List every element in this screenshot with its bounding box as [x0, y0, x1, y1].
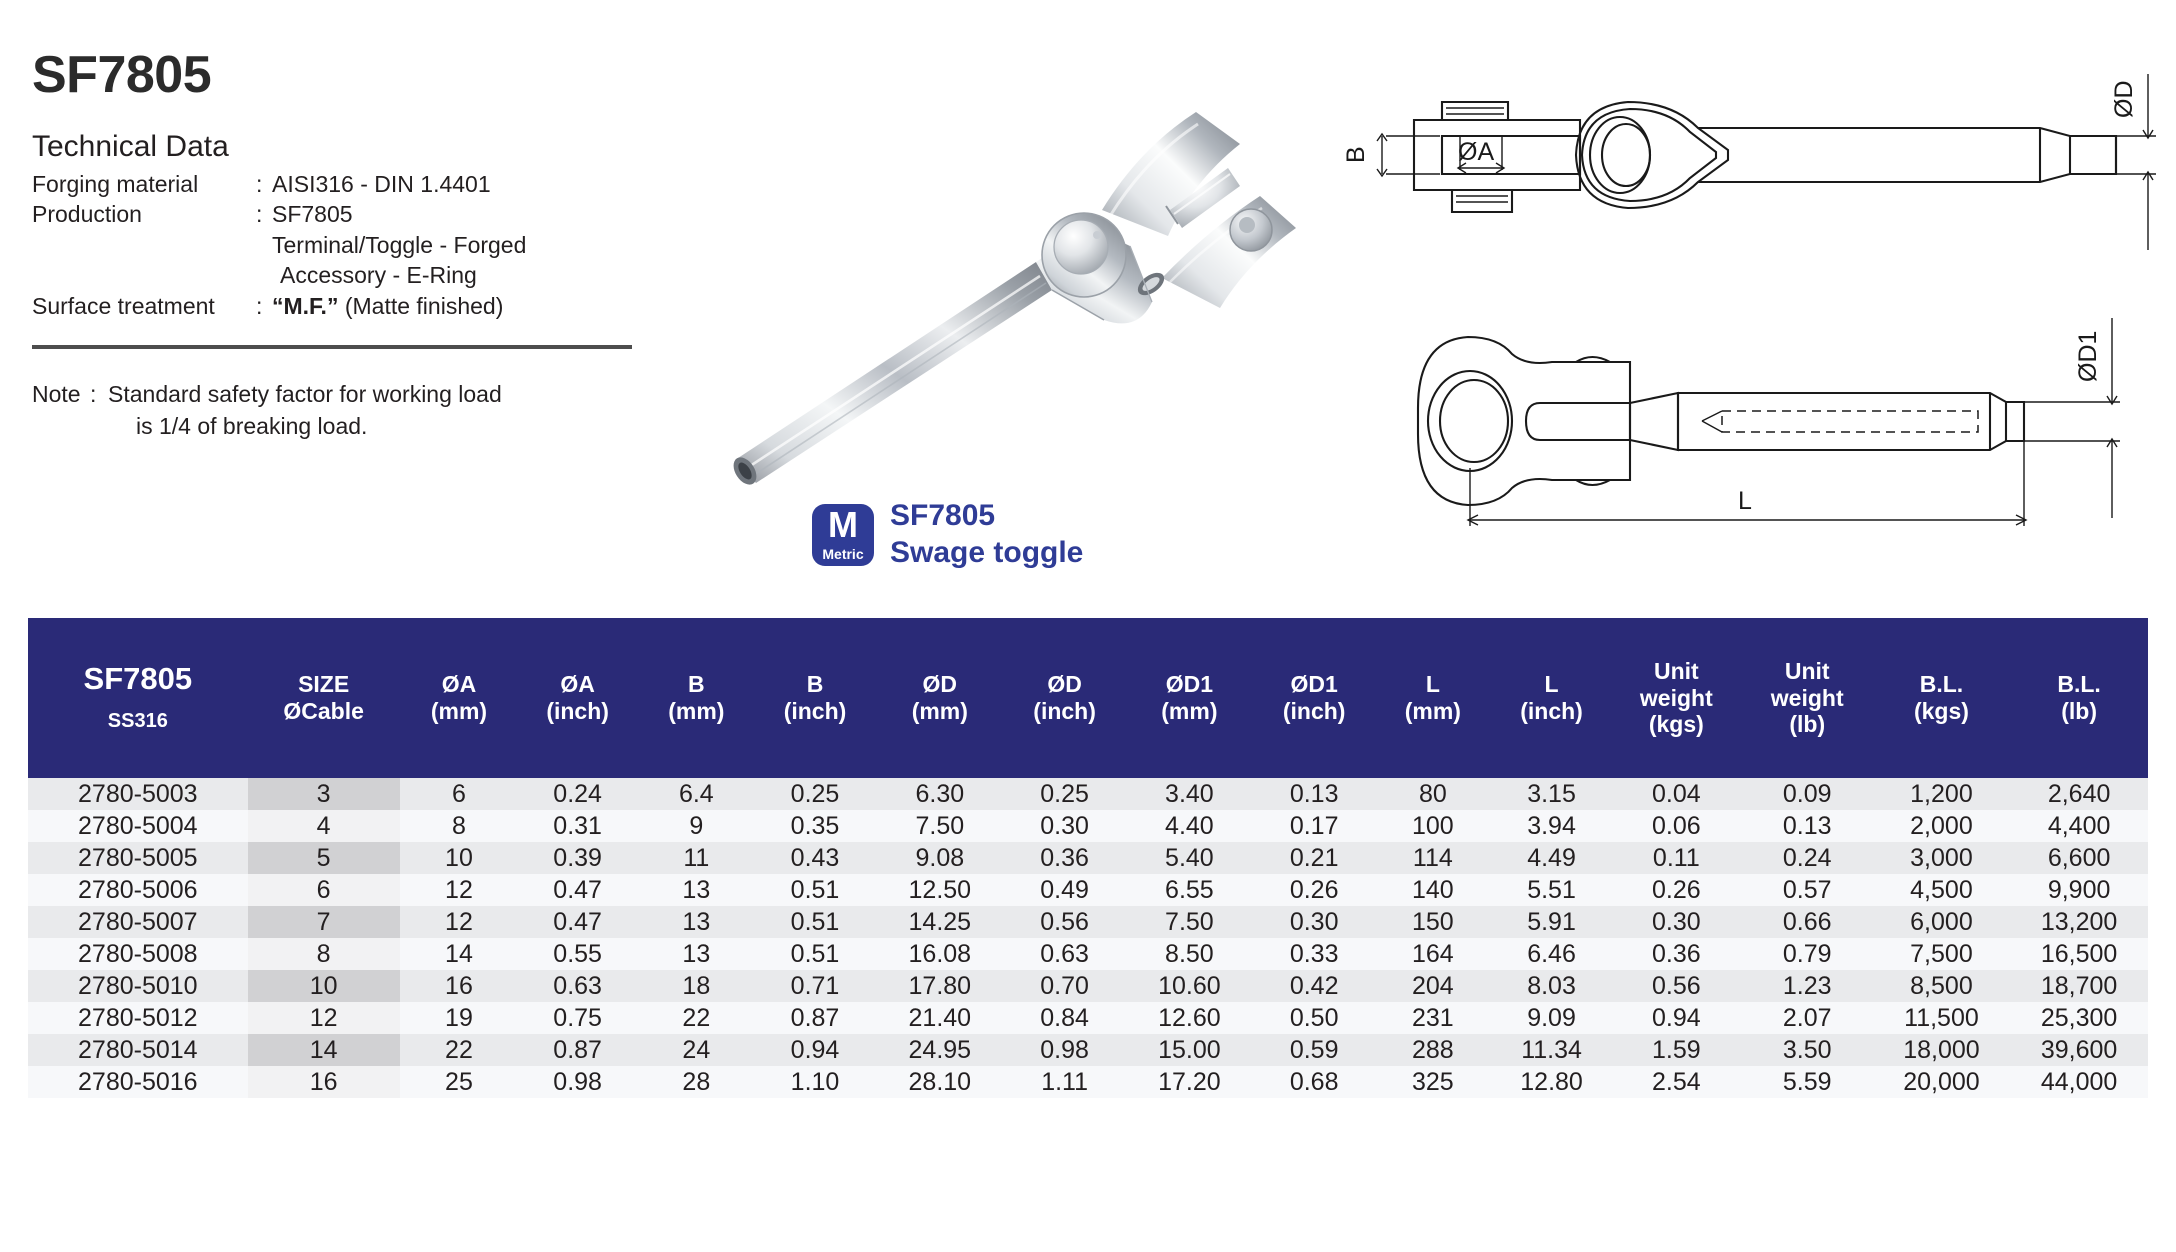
cell-oa-mm: 22: [400, 1034, 519, 1066]
cell-od1-in: 0.21: [1255, 842, 1374, 874]
table-row: [28, 810, 2148, 842]
cell-uw-kgs: 0.06: [1611, 810, 1742, 842]
cell-size: 4: [248, 810, 400, 842]
header-line-1: ØD: [1047, 671, 1082, 698]
cell-l-in: 3.94: [1492, 810, 1611, 842]
cell-bl-kgs: 18,000: [1873, 1034, 2011, 1066]
cell-od-mm: 28.10: [874, 1066, 1005, 1098]
cell-bl-lb: 25,300: [2010, 1002, 2148, 1034]
spec-row-forging-material: [32, 169, 672, 200]
cell-b-in: 0.25: [756, 778, 875, 810]
metric-badge-letter: M: [828, 503, 858, 545]
table-header-b-inch: [756, 618, 875, 778]
cell-od1-in: 0.30: [1255, 906, 1374, 938]
table-header-model-corner: [28, 618, 248, 778]
cell-l-mm: 150: [1374, 906, 1493, 938]
table-header-b-mm: [637, 618, 756, 778]
header-line-2: (inch): [1033, 698, 1096, 724]
cell-l-in: 11.34: [1492, 1034, 1611, 1066]
cell-od-in: 0.56: [1005, 906, 1124, 938]
product-caption-group: [812, 498, 1083, 571]
cell-l-mm: 288: [1374, 1034, 1493, 1066]
cell-od1-mm: 5.40: [1124, 842, 1255, 874]
cell-b-mm: 11: [637, 842, 756, 874]
cell-od-mm: 6.30: [874, 778, 1005, 810]
cell-b-mm: 9: [637, 810, 756, 842]
table-header-bl-kgs: [1873, 618, 2011, 778]
cell-bl-kgs: 6,000: [1873, 906, 2011, 938]
cell-od1-mm: 3.40: [1124, 778, 1255, 810]
cell-bl-kgs: 8,500: [1873, 970, 2011, 1002]
cell-part-number: 2780-5003: [28, 778, 248, 810]
cell-b-in: 0.51: [756, 874, 875, 906]
cell-l-in: 6.46: [1492, 938, 1611, 970]
table-header-l-mm: [1374, 618, 1493, 778]
cell-bl-lb: 2,640: [2010, 778, 2148, 810]
cell-uw-lb: 0.66: [1742, 906, 1873, 938]
header-line-3: (lb): [1789, 711, 1826, 738]
note-text-line-2: is 1/4 of breaking load.: [136, 412, 368, 439]
cell-od1-mm: 6.55: [1124, 874, 1255, 906]
table-header-oa-mm: [400, 618, 519, 778]
cell-part-number: 2780-5007: [28, 906, 248, 938]
cell-od1-in: 0.68: [1255, 1066, 1374, 1098]
table-row: [28, 1066, 2148, 1098]
cell-b-mm: 13: [637, 906, 756, 938]
table-header-od-mm: [874, 618, 1005, 778]
cell-b-mm: 13: [637, 938, 756, 970]
table-header-od1-inch: [1255, 618, 1374, 778]
cell-od-mm: 9.08: [874, 842, 1005, 874]
technical-drawing-side-view: [1330, 290, 2170, 540]
cell-part-number: 2780-5016: [28, 1066, 248, 1098]
spec-value-surface-treatment: [272, 291, 672, 322]
header-line-1: ØD: [922, 671, 958, 698]
header-line-1: ØA: [441, 671, 477, 698]
cell-bl-lb: 4,400: [2010, 810, 2148, 842]
header-line-1: ØD1: [1165, 671, 1214, 698]
table-header-material: SS316: [107, 710, 168, 733]
cell-size: 14: [248, 1034, 400, 1066]
header-line-2: (inch): [1282, 698, 1346, 724]
cell-size: 12: [248, 1002, 400, 1034]
table-header-unit-weight-kgs: [1611, 618, 1742, 778]
cell-b-in: 0.43: [756, 842, 875, 874]
header-line-1: B: [806, 671, 824, 698]
header-line-1: B.L.: [1919, 671, 1964, 698]
cell-b-in: 0.71: [756, 970, 875, 1002]
table-header-l-inch: [1492, 618, 1611, 778]
cell-part-number: 2780-5012: [28, 1002, 248, 1034]
cell-l-in: 9.09: [1492, 1002, 1611, 1034]
cell-uw-lb: 0.79: [1742, 938, 1873, 970]
cell-oa-in: 0.31: [518, 810, 637, 842]
header-line-1: L: [1425, 671, 1440, 698]
cell-oa-in: 0.98: [518, 1066, 637, 1098]
cell-uw-kgs: 0.26: [1611, 874, 1742, 906]
table-header-oa-inch: [518, 618, 637, 778]
cell-od-in: 0.98: [1005, 1034, 1124, 1066]
cell-oa-mm: 10: [400, 842, 519, 874]
cell-b-in: 0.51: [756, 938, 875, 970]
cell-bl-lb: 44,000: [2010, 1066, 2148, 1098]
plan-view-svg: [1330, 40, 2170, 270]
drawing-label-oa: ØA: [1458, 138, 1495, 166]
cell-l-in: 5.51: [1492, 874, 1611, 906]
cell-l-in: 4.49: [1492, 842, 1611, 874]
cell-uw-kgs: 0.04: [1611, 778, 1742, 810]
cell-bl-lb: 13,200: [2010, 906, 2148, 938]
cell-uw-kgs: 2.54: [1611, 1066, 1742, 1098]
header-line-1: ØA: [560, 671, 595, 698]
cell-part-number: 2780-5008: [28, 938, 248, 970]
cell-od1-mm: 8.50: [1124, 938, 1255, 970]
header-line-2: (mm): [1404, 698, 1461, 724]
cell-b-mm: 18: [637, 970, 756, 1002]
spec-row-production: [32, 199, 672, 230]
cell-od1-mm: 15.00: [1124, 1034, 1255, 1066]
cell-od-in: 0.25: [1005, 778, 1124, 810]
table-header-size: [248, 618, 400, 778]
product-photo-swage-toggle: [700, 40, 1320, 490]
cell-oa-in: 0.24: [518, 778, 637, 810]
table-row: [28, 938, 2148, 970]
cell-od-in: 0.36: [1005, 842, 1124, 874]
cell-l-mm: 231: [1374, 1002, 1493, 1034]
cell-uw-kgs: 0.36: [1611, 938, 1742, 970]
cell-uw-lb: 3.50: [1742, 1034, 1873, 1066]
cell-od1-in: 0.42: [1255, 970, 1374, 1002]
header-line-1: L: [1544, 671, 1559, 698]
cell-od1-mm: 17.20: [1124, 1066, 1255, 1098]
header-line-1: B.L.: [2057, 671, 2101, 698]
cell-oa-mm: 12: [400, 874, 519, 906]
cell-od-mm: 12.50: [874, 874, 1005, 906]
cell-uw-lb: 0.09: [1742, 778, 1873, 810]
table-header-od-inch: [1005, 618, 1124, 778]
surface-value-description: (Matte finished): [338, 292, 504, 319]
cell-od1-in: 0.13: [1255, 778, 1374, 810]
cell-od1-mm: 7.50: [1124, 906, 1255, 938]
cell-od1-in: 0.50: [1255, 1002, 1374, 1034]
cell-bl-lb: 6,600: [2010, 842, 2148, 874]
header-line-1: Unit: [1653, 657, 1699, 684]
cell-uw-lb: 1.23: [1742, 970, 1873, 1002]
cell-od1-in: 0.26: [1255, 874, 1374, 906]
cell-od-mm: 7.50: [874, 810, 1005, 842]
cell-size: 16: [248, 1066, 400, 1098]
cell-od-in: 0.70: [1005, 970, 1124, 1002]
cell-od1-in: 0.59: [1255, 1034, 1374, 1066]
note-colon: :: [90, 381, 97, 408]
cell-l-mm: 140: [1374, 874, 1493, 906]
cell-od1-in: 0.17: [1255, 810, 1374, 842]
cell-size: 5: [248, 842, 400, 874]
cell-bl-kgs: 3,000: [1873, 842, 2011, 874]
table-header-unit-weight-lb: [1742, 618, 1873, 778]
cell-b-mm: 6.4: [637, 778, 756, 810]
cell-b-mm: 24: [637, 1034, 756, 1066]
spec-label-surface-treatment: Surface treatment: [32, 292, 215, 319]
cell-od-mm: 21.40: [874, 1002, 1005, 1034]
cell-uw-kgs: 0.94: [1611, 1002, 1742, 1034]
cell-l-mm: 80: [1374, 778, 1493, 810]
table-row: [28, 1002, 2148, 1034]
side-view-svg: [1330, 290, 2170, 540]
section-divider: [32, 345, 632, 349]
cell-od-in: 0.63: [1005, 938, 1124, 970]
spec-row-surface-treatment: [32, 291, 672, 322]
product-photo-svg: [700, 40, 1320, 490]
header-line-2: (mm): [1161, 698, 1218, 724]
drawing-label-od1: ØD1: [2074, 330, 2102, 382]
cell-part-number: 2780-5006: [28, 874, 248, 906]
header-line-2: (mm): [430, 698, 488, 724]
note-label: Note: [32, 381, 81, 408]
cell-oa-mm: 6: [400, 778, 519, 810]
cell-part-number: 2780-5005: [28, 842, 248, 874]
table-row: [28, 874, 2148, 906]
table-header-row: [28, 618, 2148, 778]
cell-od-mm: 24.95: [874, 1034, 1005, 1066]
cell-oa-mm: 16: [400, 970, 519, 1002]
cell-oa-in: 0.39: [518, 842, 637, 874]
technical-drawing-plan-view: [1330, 40, 2170, 270]
cell-bl-kgs: 1,200: [1873, 778, 2011, 810]
spec-colon: :: [256, 201, 263, 228]
cell-od-in: 1.11: [1005, 1066, 1124, 1098]
drawing-label-od: ØD: [2110, 80, 2138, 118]
note-block: [32, 379, 672, 441]
cell-uw-lb: 0.57: [1742, 874, 1873, 906]
spec-value-forging-material: AISI316 - DIN 1.4401: [272, 170, 491, 197]
header-line-2: (mm): [911, 698, 968, 724]
cell-bl-lb: 39,600: [2010, 1034, 2148, 1066]
spec-value-production-terminal: Terminal/Toggle - Forged: [272, 231, 527, 258]
cell-oa-mm: 14: [400, 938, 519, 970]
specification-table-wrapper: [28, 618, 2148, 1098]
technical-info-block: [32, 48, 672, 442]
cell-bl-kgs: 20,000: [1873, 1066, 2011, 1098]
cell-l-in: 12.80: [1492, 1066, 1611, 1098]
cell-b-mm: 22: [637, 1002, 756, 1034]
cell-uw-lb: 0.13: [1742, 810, 1873, 842]
spec-label-forging-material: Forging material: [32, 170, 199, 197]
cell-oa-in: 0.47: [518, 874, 637, 906]
cell-l-mm: 204: [1374, 970, 1493, 1002]
header-line-3: (kgs): [1648, 711, 1704, 738]
note-text-line-1: Standard safety factor for working load: [108, 381, 502, 408]
spec-colon: :: [256, 292, 263, 319]
cell-oa-mm: 19: [400, 1002, 519, 1034]
cell-od-mm: 14.25: [874, 906, 1005, 938]
cell-oa-mm: 8: [400, 810, 519, 842]
header-line-2: (mm): [668, 698, 725, 724]
cell-l-mm: 325: [1374, 1066, 1493, 1098]
table-row: [28, 906, 2148, 938]
header-line-2: (kgs): [1913, 698, 1969, 724]
metric-badge-label: Metric: [822, 545, 864, 562]
table-row: [28, 842, 2148, 874]
table-header-od1-mm: [1124, 618, 1255, 778]
cell-b-in: 0.51: [756, 906, 875, 938]
cell-b-in: 0.94: [756, 1034, 875, 1066]
metric-badge-icon: [812, 504, 874, 566]
cell-l-in: 8.03: [1492, 970, 1611, 1002]
table-header-bl-lb: [2010, 618, 2148, 778]
cell-uw-lb: 2.07: [1742, 1002, 1873, 1034]
cell-uw-lb: 5.59: [1742, 1066, 1873, 1098]
table-header-model: SF7805: [83, 661, 193, 697]
header-line-2: weight: [1639, 684, 1713, 711]
cell-b-in: 1.10: [756, 1066, 875, 1098]
spec-value-production: SF7805: [272, 201, 353, 228]
product-caption: [890, 498, 1083, 571]
cell-size: 3: [248, 778, 400, 810]
cell-l-in: 3.15: [1492, 778, 1611, 810]
cell-od-in: 0.49: [1005, 874, 1124, 906]
spec-label-production: Production: [32, 201, 142, 228]
header-line-1: B: [688, 671, 705, 698]
specification-table: [28, 618, 2148, 1098]
header-line-2: (lb): [2061, 698, 2097, 724]
cell-part-number: 2780-5010: [28, 970, 248, 1002]
cell-bl-lb: 16,500: [2010, 938, 2148, 970]
cell-l-in: 5.91: [1492, 906, 1611, 938]
cell-l-mm: 114: [1374, 842, 1493, 874]
cell-b-in: 0.87: [756, 1002, 875, 1034]
cell-oa-in: 0.47: [518, 906, 637, 938]
product-caption-model: SF7805: [890, 499, 996, 532]
cell-oa-in: 0.55: [518, 938, 637, 970]
cell-b-mm: 13: [637, 874, 756, 906]
cell-bl-kgs: 7,500: [1873, 938, 2011, 970]
cell-od1-mm: 4.40: [1124, 810, 1255, 842]
cell-oa-in: 0.87: [518, 1034, 637, 1066]
cell-bl-kgs: 4,500: [1873, 874, 2011, 906]
cell-l-mm: 164: [1374, 938, 1493, 970]
cell-oa-in: 0.75: [518, 1002, 637, 1034]
cell-oa-mm: 12: [400, 906, 519, 938]
cell-l-mm: 100: [1374, 810, 1493, 842]
drawing-label-l: L: [1738, 487, 1752, 515]
cell-size: 10: [248, 970, 400, 1002]
cell-bl-lb: 18,700: [2010, 970, 2148, 1002]
cell-od1-in: 0.33: [1255, 938, 1374, 970]
drawing-label-b: B: [1342, 146, 1370, 163]
header-line-1: ØD1: [1290, 671, 1338, 698]
header-line-2: (inch): [546, 698, 609, 724]
cell-size: 8: [248, 938, 400, 970]
header-line-2: (inch): [783, 698, 847, 724]
header-line-2: weight: [1770, 684, 1844, 711]
cell-od-in: 0.84: [1005, 1002, 1124, 1034]
note-line-1: [32, 379, 672, 410]
cell-b-in: 0.35: [756, 810, 875, 842]
cell-b-mm: 28: [637, 1066, 756, 1098]
cell-od1-mm: 12.60: [1124, 1002, 1255, 1034]
cell-oa-in: 0.63: [518, 970, 637, 1002]
table-row: [28, 778, 2148, 810]
cell-oa-mm: 25: [400, 1066, 519, 1098]
cell-od-mm: 17.80: [874, 970, 1005, 1002]
header-line-2: (inch): [1520, 698, 1583, 724]
spec-value-production-accessory: Accessory - E-Ring: [280, 262, 477, 289]
cell-size: 6: [248, 874, 400, 906]
table-body: [28, 778, 2148, 1098]
cell-bl-kgs: 2,000: [1873, 810, 2011, 842]
technical-data-heading: Technical Data: [32, 129, 229, 163]
surface-value-abbrev: “M.F.”: [272, 292, 339, 319]
cell-uw-lb: 0.24: [1742, 842, 1873, 874]
table-row: [28, 970, 2148, 1002]
header-line-1: SIZE: [298, 671, 350, 698]
spec-colon: :: [256, 170, 263, 197]
cell-uw-kgs: 0.11: [1611, 842, 1742, 874]
cell-size: 7: [248, 906, 400, 938]
cell-uw-kgs: 0.30: [1611, 906, 1742, 938]
product-caption-name: Swage toggle: [890, 535, 1084, 569]
header-line-1: Unit: [1784, 657, 1830, 684]
table-header: [28, 618, 2148, 778]
cell-bl-kgs: 11,500: [1873, 1002, 2011, 1034]
header-line-2: ØCable: [283, 698, 364, 724]
page-title: SF7805: [32, 46, 212, 104]
cell-uw-kgs: 1.59: [1611, 1034, 1742, 1066]
table-row: [28, 1034, 2148, 1066]
cell-od-in: 0.30: [1005, 810, 1124, 842]
cell-part-number: 2780-5004: [28, 810, 248, 842]
cell-bl-lb: 9,900: [2010, 874, 2148, 906]
cell-od-mm: 16.08: [874, 938, 1005, 970]
cell-uw-kgs: 0.56: [1611, 970, 1742, 1002]
cell-part-number: 2780-5014: [28, 1034, 248, 1066]
cell-od1-mm: 10.60: [1124, 970, 1255, 1002]
